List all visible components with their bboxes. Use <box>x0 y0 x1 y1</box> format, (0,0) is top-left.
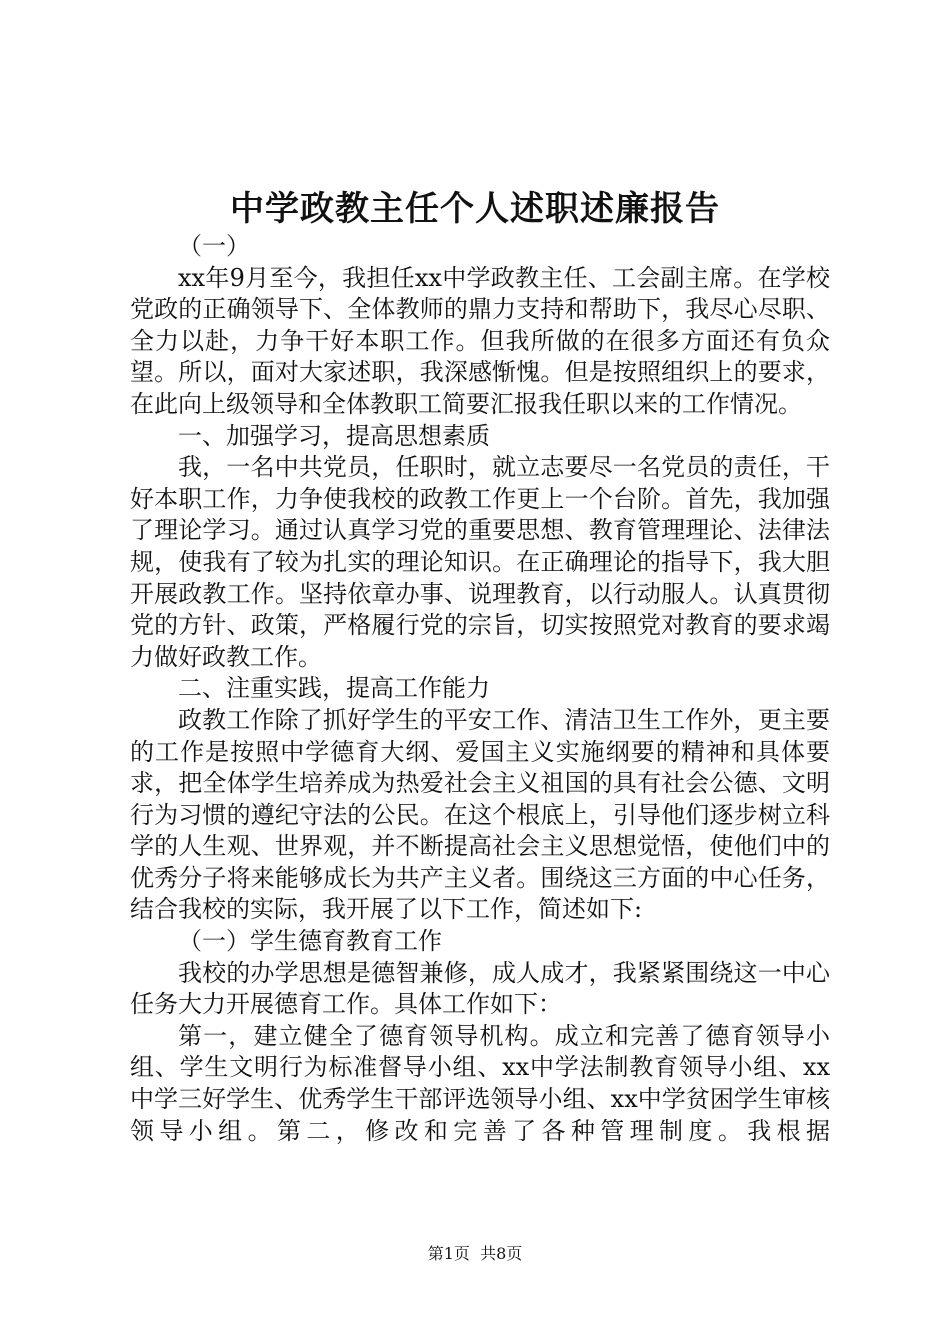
study-paragraph: 我，一名中共党员，任职时，就立志要尽一名党员的责任，干好本职工作，力争使我校的政教工作更上一个台阶。首先，我加强了理论学习。通过认真学习党的重要思想、教育管理理论、法律法规，使我有了较为扎实的理论知识。在正确理论的指导下，我大胆开展政教工作。坚持依章办事、说理教育，以行动服人。认真贯彻党的方针、政策，严格履行党的宗旨，切实按照党对教育的要求竭力做好政教工作。 <box>130 453 830 671</box>
page-footer <box>0 1243 950 1265</box>
document-body <box>130 231 830 1147</box>
section-heading-2: 二、注重实践，提高工作能力 <box>178 674 490 703</box>
practice-paragraph: 政教工作除了抓好学生的平安工作、清洁卫生工作外，更主要的工作是按照中学德育大纲、爱国主义实施纲要的精神和具体要求，把全体学生培养成为热爱社会主义祖国的具有社会公德、文明行为习惯的遵纪守法的公民。在这个根底上，引导他们逐步树立科学的人生观、世界观，并不断提高社会主义思想觉悟，使他们中的优秀分子将来能够成长为共产主义者。围绕这三方面的中心任务，结合我校的实际，我开展了以下工作，简述如下: <box>130 705 830 924</box>
section-heading-1: 一、加强学习，提高思想素质 <box>178 421 490 450</box>
organization-paragraph: 第一，建立健全了德育领导机构。成立和完善了德育领导小组、学生文明行为标准督导小组、xx中学法制教育领导小组、xx中学三好学生、优秀学生干部评选领导小组、xx中学贫困学生审核领导小组。第二，修改和完善了各种管理制度。我根据 <box>130 1021 830 1145</box>
intro-paragraph: xx年9月至今，我担任xx中学政教主任、工会副主席。在学校党政的正确领导下、全体教师的鼎力支持和帮助下，我尽心尽职、全力以赴，力争干好本职工作。但我所做的在很多方面还有负众望。所以，面对大家述职，我深感惭愧。但是按照组织上的要求，在此向上级领导和全体教职工简要汇报我任职以来的工作情况。 <box>130 263 830 418</box>
subsection-heading-1: （一）学生德育教育工作 <box>178 927 442 956</box>
school-philosophy-paragraph: 我校的办学思想是德智兼修，成人成才，我紧紧围绕这一中心任务大力开展德育工作。具体工作如下： <box>130 958 830 1019</box>
page-total: 共8页 <box>480 1244 523 1263</box>
section-marker: （一） <box>178 232 250 260</box>
page-number: 第1页 <box>427 1244 470 1263</box>
document-title: 中学政教主任个人述职述廉报告 <box>230 189 720 229</box>
